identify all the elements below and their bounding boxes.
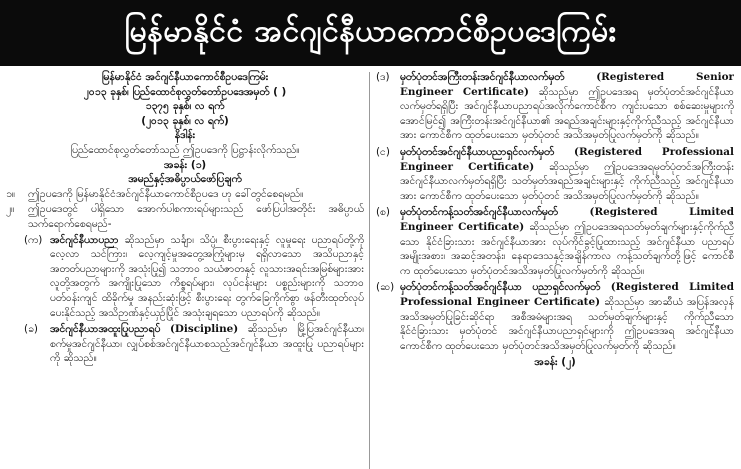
paragraph-2 [6,202,364,231]
definition-kha [24,322,364,366]
definition-text: ဆိုသည်မှာ ဤဥပဒေအရသတ်မှတ်ချက်များနှင့်ကိုက်ညီသော နိုင်ငံခြားသား အင်ဂျင်နီယာအား လုပ်ကိုင်ခွင့်ပြုထားသည့် အင်ဂျင်နီယာ ပညာရပ် အမျိုးအစား၊ အဆင့်အတန်း၊ နေရာဒေသနှင့်အချိန်ကာလ ကန့်သတ်ချက်တို့ဖြင့် ကောင်စီက ထုတ်ပေးသော မှတ်ပုံတင်အသိအမှတ်ပြုလက်မှတ်ကို ဆိုသည်။ [400,220,734,277]
definition-number: (က) [24,233,43,246]
definition-number: (င) [376,145,390,158]
definition-english-term: (Discipline) [160,323,239,336]
definition-body [400,205,734,278]
definition-text: ဆိုသည်မှာ ဤဥပဒေအရ မှတ်ပုံတင်အင်ဂျင်နီယာလက်မှတ်ရရှိပြီး အင်ဂျင်နီယာပညာရပ်အလိုက်ကောင်စီက ကျင်းပသော စစ်ဆေးမှုများကို အောင်မြင်၍ အကြီးတန်းအင်ဂျင်နီယာ၏ အရည်အချင်းများနှင့်ကိုက်ညီသည့် အင်ဂျင်နီယာအား ကောင်စီက ထုတ်ပေးသော မှတ်ပုံတင် အသိအမှတ်ပြုလက်မှတ်ကို ဆိုသည်။ [400,85,734,142]
law-number: ၂၀၁၃ ခုနှစ်၊ ပြည်ထောင်စုလွှတ်တော်ဥပဒေအမှတ် ( ) [83,85,287,98]
definition-nga [376,145,734,203]
paragraph-number: ၁။ [6,187,15,200]
chapter-title: အမည်နှင့်အဓိပ္ပာယ်ဖော်ပြချက် [128,173,242,186]
definition-body [50,322,364,366]
page-banner [0,0,741,66]
column-divider [369,72,370,469]
definition-term: မှတ်ပုံတင်ကန့်သတ်အင်ဂျင်နီယာလက်မှတ် [400,206,558,219]
gregorian-date: (၂၀၁၃ ခုနှစ်၊ လ ရက်) [141,114,229,127]
definition-body [400,70,734,143]
law-title: မြန်မာနိုင်ငံ အင်ဂျင်နီယာကောင်စီဥပဒေကြမ်း [101,71,269,83]
enactment-text: ပြည်ထောင်စုလွှတ်တော်သည် ဤဥပဒေကို ပြဋ္ဌာန်းလိုက်သည်။ [70,143,300,156]
paragraph-number: ၂။ [6,203,15,216]
definition-hsa [376,280,734,353]
preamble-label: နိဒါန်း [174,129,196,142]
definition-da [376,70,734,143]
definition-body [400,145,734,203]
paragraph-text: ဤဥပဒေတွင် ပါရှိသော အောက်ပါစကားရပ်များသည် ဖော်ပြပါအတိုင်း အဓိပ္ပာယ်သက်ရောက်စေရမည်- [28,203,364,230]
banner-title: မြန်မာနိုင်ငံ အင်ဂျင်နီယာကောင်စီဥပဒေကြမ်း [124,13,617,49]
definition-number: (ဒ) [376,71,390,83]
definition-english-term: (Registered Limited Engineer Certificate) [400,206,734,233]
definition-text: ဆိုသည်မှာ မြို့ပြအင်ဂျင်နီယာ၊ စက်မှုအင်ဂျင်နီယာ၊ လျှပ်စစ်အင်ဂျင်နီယာစသည့်အင်ဂျင်နီယာ အထူးပြု ပညာရပ်များကို ဆိုသည်။ [50,323,364,365]
right-column [376,70,734,469]
definition-term: မှတ်ပုံတင်အကြီးတန်းအင်ဂျင်နီယာလက်မှတ် [400,71,565,83]
definition-text: ဆိုသည်မှာ သင်္ချာ၊ သိပ္ပံ၊ စီးပွားရေးနှင့် လူမှုရေး ပညာရပ်တို့ကို လေ့လာ သင်ကြား၊ လေ့ကျင့်မှုအတွေ့အကြုံများမှ ရရှိလာသော အသိပညာနှင့် အတတ်ပညာများကို အသုံးပြု၍ သဘာဝ သယံဇာတနှင့် လူသားအရင်းအမြစ်များအား လူတို့အတွက် အကျိုးပြုသော ကိစ္စရပ်များ၊ လုပ်ငန်းများ ပစ္စည်းများကို သဘာဝပတ်ဝန်းကျင် ထိခိုက်မှု အနည်းဆုံးဖြင့် စီးပွားရေး တွက်ခြေကိုက်စွာ ဖန်တီးထုတ်လုပ်ပေးနိုင်သည့် အသိဉာဏ်နှင့်ယှဉ်ပြိုင် အသုံးချရသော ပညာရပ်ကို ဆိုသည်။ [50,233,364,319]
paragraph-1 [6,187,364,202]
next-chapter-heading: အခန်း (၂) [534,356,576,369]
definition-body [50,233,364,321]
definition-number: (ဆ) [376,281,395,294]
paragraph-text: ဤဥပဒေကို မြန်မာနိုင်ငံအင်ဂျင်နီယာကောင်စီဥပဒေ ဟု ခေါ်တွင်စေရမည်။ [28,187,304,200]
definition-number: (ခ) [24,323,38,336]
definition-body [400,280,734,353]
definition-text: ဆိုသည်မှာ အာဆီယံ အပြန်အလှန် အသိအမှတ်ပြုခြင်းဆိုင်ရာ အစီအမံများအရ သတ်မှတ်ချက်များနှင့် ကိုက်ညီသော နိုင်ငံခြားသား မှတ်ပုံတင် အင်ဂျင်နီယာပညာရှင်များကို ဤဥပဒေအရ အင်ဂျင်နီယာ ကောင်စီက ထုတ်ပေးသော မှတ်ပုံတင်အသိအမှတ်ပြုလက်မှတ်ကို ဆိုသည်။ [400,295,734,352]
definition-term: မှတ်ပုံတင်အင်ဂျင်နီယာပညာရှင်လက်မှတ် [400,145,555,158]
definition-term: မှတ်ပုံတင်ကန့်သတ်အင်ဂျင်နီယာ ပညာရှင်လက်မှတ် [400,281,601,294]
definition-english-term: (Registered Senior Engineer Certificate) [400,71,734,98]
definition-ka [24,233,364,321]
myanmar-date: ၁၃၇၅ ခုနှစ်၊ လ ရက် [145,100,225,113]
definition-sa [376,205,734,278]
definition-english-term: (Registered Professional Engineer Certificate) [400,145,734,173]
definition-text: ဆိုသည်မှာ ဤဥပဒေအရမှတ်ပုံတင်အကြီးတန်း အင်ဂျင်နီယာလက်မှတ်ရရှိပြီး သတ်မှတ်အရည်အချင်းများနှင့် ကိုက်ညီသည့် အင်ဂျင်နီယာအား ကောင်စီက ထုတ်ပေးသော မှတ်ပုံတင် အသိအမှတ်ပြုလက်မှတ်ကို ဆိုသည်။ [400,160,734,202]
chapter-heading: အခန်း (၁) [163,158,207,171]
left-column [6,70,364,469]
definition-term: အင်ဂျင်နီယာအထူးပြုပညာရပ် [50,323,161,336]
definition-number: (စ) [376,206,390,219]
definition-english-term: (Registered Limited Professional Engineer Certificate) [400,281,734,308]
definition-term: အင်ဂျင်နီယာပညာ [50,233,119,246]
